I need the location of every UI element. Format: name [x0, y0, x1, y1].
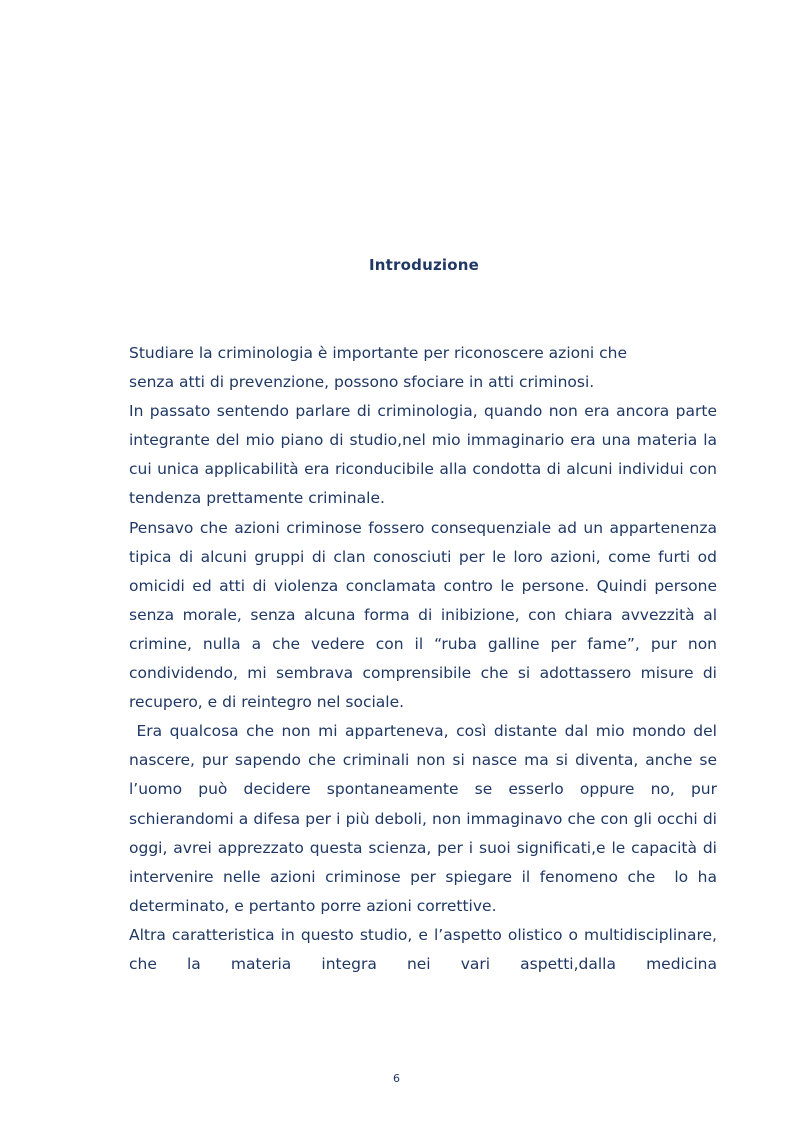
page-title: Introduzione [369, 256, 479, 274]
paragraph-6: Altra caratteristica in questo studio, e l’aspetto olistico o multidisciplinare, che la materia integra nei vari aspetti,dalla medicina [129, 925, 717, 973]
page-number: 6 [393, 1072, 400, 1085]
body-text [129, 339, 722, 979]
paragraph-1: Studiare la criminologia è importante per riconoscere azioni che [129, 344, 628, 362]
paragraph-5: Era qualcosa che non mi apparteneva, così distante dal mio mondo del nascere, pur sapendo che criminali non si nasce ma si diventa, anche se l’uomo può decidere spontaneamente se esserlo oppure no, pur schierandomi a difesa per i più deboli, non immaginavo che con gli occhi di oggi, avrei apprezzato questa scienza, per i suoi significati,e le capacità di intervenire nelle azioni criminose per spiegare il fenomeno che lo ha determinato, e pertanto porre azioni correttive. [129, 722, 722, 915]
paragraph-3: In passato sentendo parlare di criminologia, quando non era ancora parte integrante del mio piano di studio,nel mio immaginario era una materia la cui unica applicabilità era riconducibile alla condotta di alcuni individui con tendenza prettamente criminale. [129, 402, 717, 508]
paragraph-4: Pensavo che azioni criminose fossero consequenziale ad un appartenenza tipica di alcuni gruppi di clan conosciuti per le loro azioni, come furti od omicidi ed atti di violenza conclamata contro le persone. Quindi persone senza morale, senza alcuna forma di inibizione, con chiara avvezzità al crimine, nulla a che vedere con il “ruba galline per fame”, pur non condividendo, mi sembrava comprensibile che si adottassero misure di recupero, e di reintegro nel sociale. [129, 518, 722, 712]
paragraph-2: senza atti di prevenzione, possono sfociare in atti criminosi. [129, 373, 595, 392]
